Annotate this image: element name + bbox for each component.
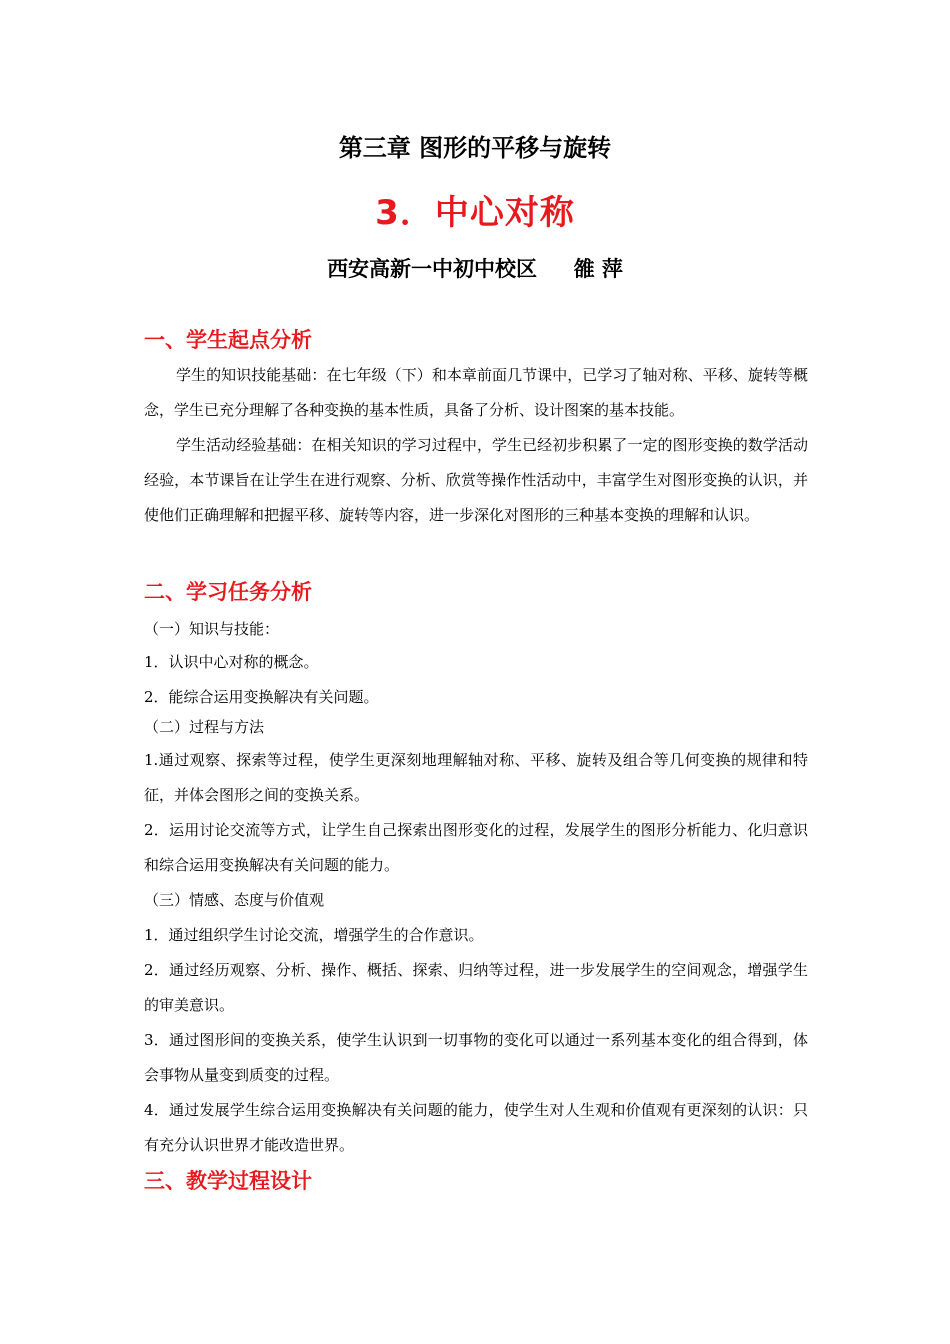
list-item: 2．能综合运用变换解决有关问题。 <box>144 688 379 706</box>
list-item: 2．运用讨论交流等方式，让学生自己探索出图形变化的过程，发展学生的图形分析能力、化归意识和综合运用变换解决有关问题的能力。 <box>144 821 808 874</box>
section-heading-3: 三、教学过程设计 <box>144 1169 312 1193</box>
list-item: 1．认识中心对称的概念。 <box>144 653 319 671</box>
list-item: 3．通过图形间的变换关系，使学生认识到一切事物的变化可以通过一系列基本变化的组合得到，体会事物从量变到质变的过程。 <box>144 1031 808 1084</box>
list-item: 1.通过观察、探索等过程，使学生更深刻地理解轴对称、平移、旋转及组合等几何变换的规律和特征，并体会图形之间的变换关系。 <box>144 751 808 804</box>
subheading-process-methods: （二）过程与方法 <box>144 718 265 736</box>
section-heading-2: 二、学习任务分析 <box>144 580 312 604</box>
paragraph-knowledge-base: 学生的知识技能基础：在七年级（下）和本章前面几节课中，已学习了轴对称、平移、旋转等概念，学生已充分理解了各种变换的基本性质，具备了分析、设计图案的基本技能。 <box>144 366 808 419</box>
author-line: 西安高新一中初中校区 雒 萍 <box>327 256 623 281</box>
list-item: 1．通过组织学生讨论交流，增强学生的合作意识。 <box>144 926 484 944</box>
paragraph-activity-experience: 学生活动经验基础：在相关知识的学习过程中，学生已经初步积累了一定的图形变换的数学活动经验，本节课旨在让学生在进行观察、分析、欣赏等操作性活动中，丰富学生对图形变换的认识，并使他们正确理解和把握平移、旋转等内容，进一步深化对图形的三种基本变换的理解和认识。 <box>144 436 808 524</box>
chapter-title: 第三章 图形的平移与旋转 <box>338 133 612 162</box>
subheading-knowledge-skills: （一）知识与技能： <box>144 620 280 638</box>
list-item: 2．通过经历观察、分析、操作、概括、探索、归纳等过程，进一步发展学生的空间观念，增强学生的审美意识。 <box>144 961 808 1014</box>
lesson-title: 3．中心对称 <box>375 193 575 233</box>
section-heading-1: 一、学生起点分析 <box>144 328 312 352</box>
subheading-attitudes-values: （三）情感、态度与价值观 <box>144 891 325 909</box>
list-item: 4．通过发展学生综合运用变换解决有关问题的能力，使学生对人生观和价值观有更深刻的认识：只有充分认识世界才能改造世界。 <box>144 1101 808 1154</box>
